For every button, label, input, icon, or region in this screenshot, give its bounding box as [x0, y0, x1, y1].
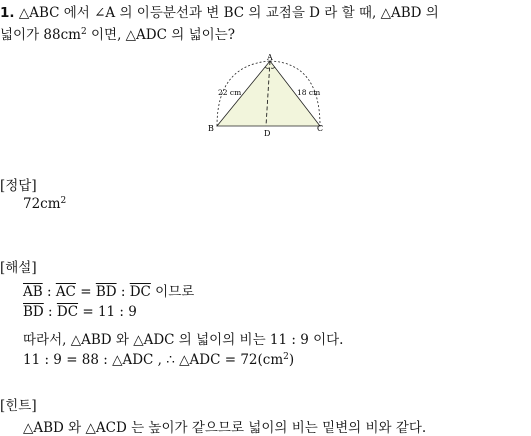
question-text-2: 넓이가 88cm: [0, 27, 81, 43]
question-text: △ABC 에서 ∠A 의 이등분선과 변 BC 의 교점을 D 라 할 때, △ABD 의: [18, 5, 439, 21]
hint-heading: [힌트]: [0, 398, 37, 414]
explanation-eq-1: [23, 280, 194, 300]
ratio-sep: :: [43, 304, 57, 320]
answer-value-line: [23, 196, 66, 212]
explanation-line-4-text: 11 : 9 = 88 : △ADC , ∴ △ADC = 72(cm: [23, 352, 284, 368]
ratio-sep: :: [42, 284, 56, 300]
vertex-label-c: C: [317, 124, 324, 133]
ratio-sep: :: [116, 284, 130, 300]
segment-bd: $\overline{BD}$: [23, 304, 44, 320]
answer-exponent: 2: [60, 196, 67, 206]
segment-ab: $\overline{AB}$: [23, 284, 43, 300]
explanation-line-4: [23, 352, 294, 368]
explanation-line-3: 따라서, △ABD 와 △ADC 의 넓이의 비는 11 : 9 이다.: [23, 332, 344, 348]
triangle-figure: [205, 53, 330, 138]
segment-ac: $\overline{AC}$: [55, 284, 76, 300]
explanation-eq-2: [23, 304, 137, 320]
eq2-tail: = 11 : 9: [78, 304, 137, 320]
explanation-line-4-end: ): [288, 352, 295, 368]
segment-dc: $\overline{DC}$: [129, 284, 151, 300]
answer-value: 72cm: [23, 196, 61, 212]
explanation-exponent: 2: [283, 352, 289, 362]
area-unit-exponent: 2: [80, 27, 87, 37]
segment-dc: $\overline{DC}$: [56, 304, 79, 320]
hint-text: △ABD 와 △ACD 는 높이가 같으므로 넓이의 비는 밑변의 비와 같다.: [23, 420, 427, 436]
segment-bd: $\overline{BD}$: [95, 284, 117, 300]
eq1-tail: 이므로: [150, 284, 195, 300]
vertex-label-a: A: [267, 53, 273, 62]
side-length-ab: 22 cm: [218, 88, 242, 97]
side-length-ac: 18 cm: [297, 88, 321, 97]
equals-sign: =: [75, 284, 96, 300]
question-line-2: [0, 23, 235, 43]
vertex-label-b: B: [208, 124, 214, 133]
question-line-1: [0, 1, 439, 21]
vertex-label-d: D: [264, 129, 271, 138]
explanation-heading: [해설]: [0, 260, 37, 276]
question-number: 1.: [0, 5, 15, 21]
answer-heading: [정답]: [0, 178, 37, 194]
question-text-3: 이면, △ADC 의 넓이는?: [86, 27, 235, 43]
